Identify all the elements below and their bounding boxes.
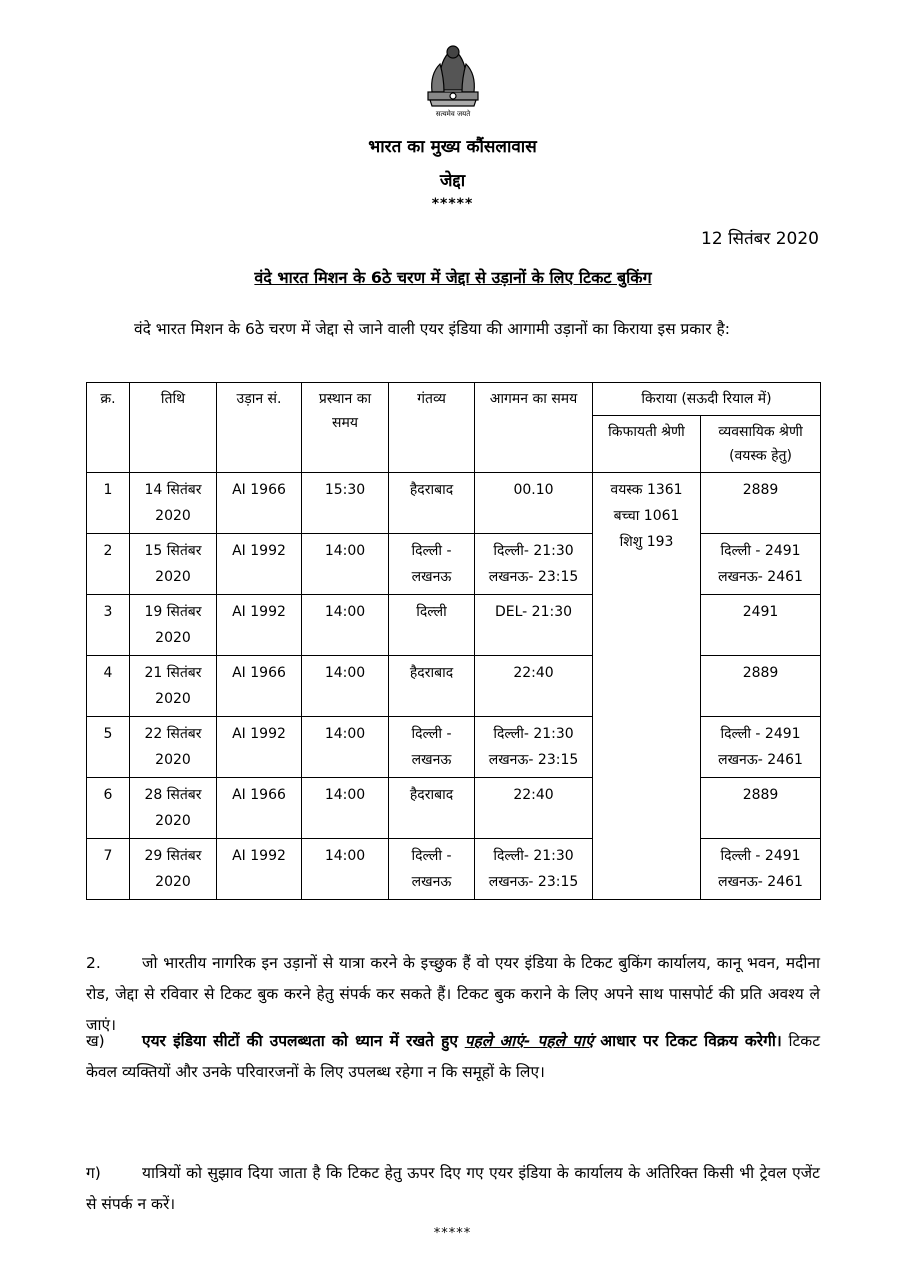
paragraph-kha-text: टिकट केवल व्यक्तियों और उनके परिवारजनों के लिए उपलब्ध रहेगा न कि समूहों के लिए। — [86, 1032, 821, 1081]
header-separator: ***** — [431, 196, 474, 212]
cell-business-fare: 2491 — [701, 595, 821, 656]
cell-business-fare: 2889 — [701, 656, 821, 717]
cell-flight: AI 1992 — [217, 595, 302, 656]
cell-arrival: 00.10 — [475, 473, 593, 534]
cell-destination: दिल्ली - लखनऊ — [389, 839, 475, 900]
cell-flight: AI 1992 — [217, 717, 302, 778]
national-emblem — [418, 38, 488, 120]
cell-serial: 1 — [87, 473, 130, 534]
cell-flight: AI 1966 — [217, 656, 302, 717]
header-arrival: आगमन का समय — [475, 383, 593, 473]
fare-row — [87, 778, 821, 839]
footer-separator: ***** — [433, 1226, 472, 1241]
cell-date: 19 सितंबर 2020 — [130, 595, 217, 656]
header-serial: क्र. — [87, 383, 130, 473]
cell-date: 15 सितंबर 2020 — [130, 534, 217, 595]
cell-departure: 14:00 — [302, 778, 389, 839]
cell-economy-fare: वयस्क 1361 बच्चा 1061 शिशु 193 — [593, 473, 701, 900]
cell-business-fare: 2889 — [701, 473, 821, 534]
paragraph-ga — [86, 1158, 820, 1220]
document-date: 12 सितंबर 2020 — [701, 229, 819, 249]
emblem-motto: सत्यमेव जयते — [435, 110, 471, 118]
paragraph-kha-bold-start: एयर इंडिया सीटों की उपलब्धता को ध्यान में रखते हुए — [142, 1032, 458, 1050]
paragraph-2-text: जो भारतीय नागरिक इन उड़ानों से यात्रा करने के इच्छुक हैं वो एयर इंडिया के टिकट बुकिंग कार्यालय, कानू भवन, मदीना रोड, जेद्दा से रविवार से टिकट बुक करने हेतु संपर्क कर सकते हैं। टिकट बुक कराने के लिए अपने साथ पासपोर्ट की प्रति अवश्य ले जाएं। — [86, 954, 820, 1034]
cell-serial: 3 — [87, 595, 130, 656]
fare-row — [87, 717, 821, 778]
header-fare: किराया (सऊदी रियाल में) — [593, 383, 821, 416]
cell-departure: 14:00 — [302, 595, 389, 656]
intro-paragraph: वंदे भारत मिशन के 6ठे चरण में जेद्दा से जाने वाली एयर इंडिया की आगामी उड़ानों का किराया इस प्रकार है: — [134, 320, 730, 338]
cell-arrival: दिल्ली- 21:30 लखनऊ- 23:15 — [475, 717, 593, 778]
paragraph-kha-bold-end: आधार पर टिकट विक्रय करेगी। — [600, 1032, 782, 1050]
cell-arrival: दिल्ली- 21:30 लखनऊ- 23:15 — [475, 839, 593, 900]
cell-destination: दिल्ली - लखनऊ — [389, 717, 475, 778]
document-title: वंदे भारत मिशन के 6ठे चरण में जेद्दा से उड़ानों के लिए टिकट बुकिंग — [254, 268, 652, 287]
fare-row — [87, 595, 821, 656]
cell-destination: हैदराबाद — [389, 473, 475, 534]
city-name: जेद्दा — [439, 171, 466, 191]
cell-date: 28 सितंबर 2020 — [130, 778, 217, 839]
cell-arrival: 22:40 — [475, 778, 593, 839]
paragraph-kha-underlined: पहले आएं- पहले पाएं — [464, 1032, 594, 1050]
cell-date: 22 सितंबर 2020 — [130, 717, 217, 778]
cell-serial: 4 — [87, 656, 130, 717]
cell-arrival: 22:40 — [475, 656, 593, 717]
cell-flight: AI 1992 — [217, 839, 302, 900]
header-flight: उड़ान सं. — [217, 383, 302, 473]
header-departure: प्रस्थान का समय — [302, 383, 389, 473]
cell-date: 21 सितंबर 2020 — [130, 656, 217, 717]
cell-flight: AI 1992 — [217, 534, 302, 595]
cell-destination: दिल्ली - लखनऊ — [389, 534, 475, 595]
cell-serial: 2 — [87, 534, 130, 595]
cell-destination: हैदराबाद — [389, 656, 475, 717]
cell-business-fare: दिल्ली - 2491 लखनऊ- 2461 — [701, 534, 821, 595]
cell-serial: 6 — [87, 778, 130, 839]
cell-arrival: DEL- 21:30 — [475, 595, 593, 656]
cell-flight: AI 1966 — [217, 778, 302, 839]
header-economy: किफायती श्रेणी — [593, 416, 701, 473]
fare-table — [86, 382, 821, 900]
paragraph-ga-text: यात्रियों को सुझाव दिया जाता है कि टिकट हेतु ऊपर दिए गए एयर इंडिया के कार्यालय के अतिरिक्त किसी भी ट्रेवल एजेंट से संपर्क न करें। — [86, 1164, 820, 1213]
paragraph-ga-label: ग) — [86, 1164, 101, 1182]
cell-date: 14 सितंबर 2020 — [130, 473, 217, 534]
cell-business-fare: दिल्ली - 2491 लखनऊ- 2461 — [701, 839, 821, 900]
header-destination: गंतव्य — [389, 383, 475, 473]
fare-row — [87, 656, 821, 717]
fare-row — [87, 839, 821, 900]
paragraph-2-number: 2. — [86, 954, 101, 972]
cell-arrival: दिल्ली- 21:30 लखनऊ- 23:15 — [475, 534, 593, 595]
fare-row — [87, 534, 821, 595]
cell-departure: 15:30 — [302, 473, 389, 534]
cell-date: 29 सितंबर 2020 — [130, 839, 217, 900]
cell-departure: 14:00 — [302, 717, 389, 778]
header-business: व्यवसायिक श्रेणी (वयस्क हेतु) — [701, 416, 821, 473]
cell-destination: दिल्ली — [389, 595, 475, 656]
cell-serial: 5 — [87, 717, 130, 778]
lion-capital-icon — [418, 38, 488, 112]
cell-flight: AI 1966 — [217, 473, 302, 534]
paragraph-kha-label: ख) — [86, 1032, 105, 1050]
cell-departure: 14:00 — [302, 839, 389, 900]
cell-business-fare: 2889 — [701, 778, 821, 839]
cell-departure: 14:00 — [302, 656, 389, 717]
paragraph-kha — [86, 1026, 820, 1088]
header-date: तिथि — [130, 383, 217, 473]
consulate-name: भारत का मुख्य कौंसलावास — [368, 137, 537, 157]
fare-row — [87, 473, 821, 534]
cell-destination: हैदराबाद — [389, 778, 475, 839]
cell-business-fare: दिल्ली - 2491 लखनऊ- 2461 — [701, 717, 821, 778]
cell-departure: 14:00 — [302, 534, 389, 595]
cell-serial: 7 — [87, 839, 130, 900]
